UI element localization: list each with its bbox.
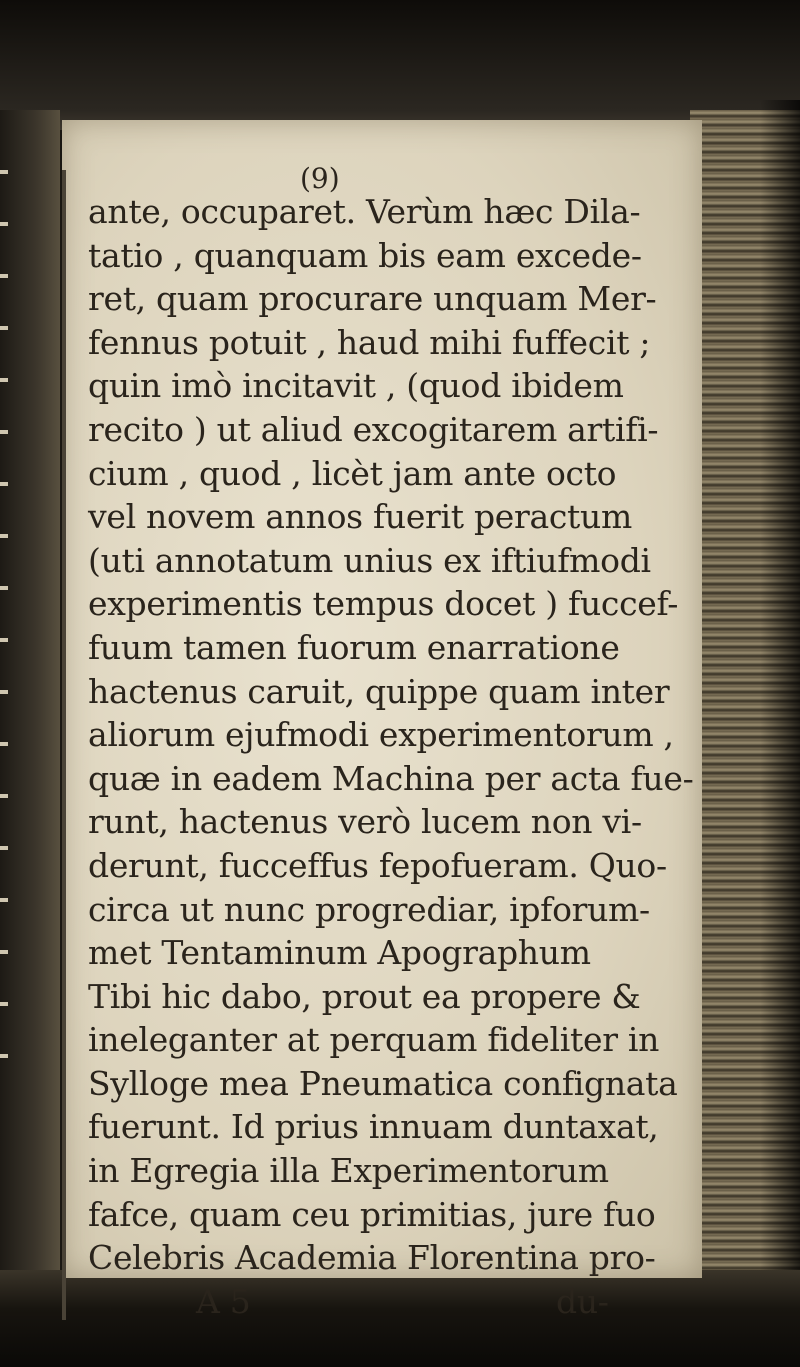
text-line: fafce, quam ceu primitias, jure fuo: [88, 1194, 656, 1234]
text-line: ineleganter at perquam fideliter in: [88, 1020, 660, 1060]
text-line: in Egregia illa Experimentorum: [88, 1151, 609, 1191]
text-line: fuum tamen fuorum enarratione: [88, 627, 620, 667]
edge-tick: [0, 638, 8, 642]
edge-tick: [0, 378, 8, 382]
text-line: tatio , quanquam bis eam excede-: [88, 235, 642, 275]
text-line: Celebris Academia Florentina pro-: [88, 1238, 656, 1278]
edge-tick: [0, 690, 8, 694]
page-text: [88, 190, 694, 1323]
text-line: met Tentaminum Apographum: [88, 933, 591, 973]
text-line: fuerunt. Id prius innuam duntaxat,: [88, 1107, 659, 1147]
edge-tick: [0, 1054, 8, 1058]
text-line: fennus potuit , haud mihi fuffecit ;: [88, 322, 651, 362]
left-book-edge: [0, 110, 60, 1270]
text-line: recito ) ut aliud excogitarem artifi-: [88, 409, 659, 449]
edge-tick: [0, 222, 8, 226]
text-line: ante, occuparet. Verùm hæc Dila-: [88, 192, 641, 231]
text-line: aliorum ejufmodi experimentorum ,: [88, 715, 674, 755]
edge-tick: [0, 898, 8, 902]
text-line: quæ in eadem Machina per acta fue-: [88, 758, 694, 798]
edge-tick: [0, 794, 8, 798]
text-line: Sylloge mea Pneumatica confignata: [88, 1063, 678, 1103]
text-line: Tibi hic dabo, prout ea propere &: [88, 976, 641, 1016]
edge-tick: [0, 430, 8, 434]
edge-tick: [0, 846, 8, 850]
edge-tick: [0, 586, 8, 590]
text-line: vel novem annos fuerit peractum: [88, 497, 632, 537]
edge-tick: [0, 482, 8, 486]
edge-tick: [0, 1002, 8, 1006]
page-number: (9): [300, 162, 340, 195]
edge-tick: [0, 534, 8, 538]
top-shadow: [0, 0, 800, 130]
text-line: experimentis tempus docet ) fuccef-: [88, 584, 679, 624]
book-page: [62, 120, 702, 1321]
text-line: quin imò incitavit , (quod ibidem: [88, 366, 624, 406]
text-line: (uti annotatum unius ex iftiufmodi: [88, 540, 651, 580]
text-line: circa ut nunc progrediar, ipforum-: [88, 889, 650, 929]
text-line: runt, hactenus verò lucem non vi-: [88, 802, 642, 842]
text-line: ret, quam procurare unquam Mer-: [88, 279, 657, 319]
edge-tick: [0, 274, 8, 278]
edge-tick: [0, 326, 8, 330]
edge-tick: [0, 950, 8, 954]
signature-mark: A 5: [196, 1281, 251, 1321]
page-border-line: [62, 170, 66, 1320]
text-line: cium , quod , licèt jam ante octo: [88, 453, 617, 493]
text-line: derunt, fucceffus fepofueram. Quo-: [88, 845, 667, 885]
text-line: hactenus caruit, quippe quam inter: [88, 671, 670, 711]
right-edge-shadow: [760, 100, 800, 1300]
catchword: du-: [556, 1281, 609, 1321]
edge-tick: [0, 742, 8, 746]
edge-tick: [0, 170, 8, 174]
page-footer: [88, 1280, 688, 1324]
